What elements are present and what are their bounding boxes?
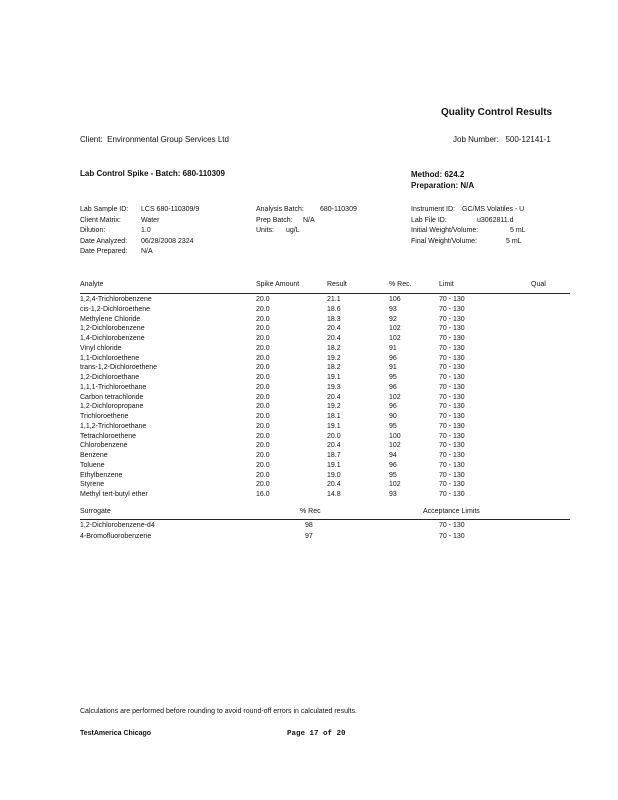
column-header: % Rec <box>300 508 321 515</box>
page-title: Quality Control Results <box>441 107 553 118</box>
detail-label: Final Weight/Volume: <box>411 237 478 245</box>
table-row <box>0 364 618 374</box>
table-row <box>0 345 618 355</box>
result: 19.2 <box>327 403 341 411</box>
job-label: Job Number: <box>453 135 499 144</box>
acceptance-limits: 70 - 130 <box>439 532 465 540</box>
result: 20.4 <box>327 481 341 489</box>
spike-amount: 20.0 <box>256 413 270 420</box>
percent-recovery: 102 <box>389 335 401 342</box>
spike-amount: 20.0 <box>256 305 270 313</box>
percent-recovery: 106 <box>389 296 401 303</box>
column-header: Result <box>327 281 347 288</box>
column-header: Qual <box>531 281 546 288</box>
result: 20.0 <box>327 432 341 440</box>
result: 19.1 <box>327 422 341 430</box>
table-row <box>0 335 618 345</box>
acceptance-limits: 70 - 130 <box>439 522 465 529</box>
spike-amount: 20.0 <box>256 296 270 303</box>
detail-value: 5 mL <box>506 237 522 245</box>
analyte: 1,1,2-Trichloroethane <box>80 422 147 430</box>
limit: 70 - 130 <box>439 413 465 420</box>
analyte: Methylene Chloride <box>80 315 141 323</box>
client-label: Client: <box>80 135 103 144</box>
analyte: 1,1-Dichloroethene <box>80 354 140 362</box>
result: 18.2 <box>327 364 341 372</box>
result: 18.3 <box>327 315 341 323</box>
preparation: Preparation: N/A <box>411 181 475 190</box>
analyte: Vinyl chloride <box>80 344 122 352</box>
surrogate-rule <box>80 519 570 520</box>
job-number <box>453 135 551 144</box>
percent-recovery: 96 <box>389 354 397 362</box>
spike-amount: 20.0 <box>256 442 270 450</box>
spike-amount: 20.0 <box>256 471 270 479</box>
analyte: 1,2-Dichloropropane <box>80 403 144 411</box>
spike-amount: 20.0 <box>256 315 270 323</box>
analyte: 1,2-Dichloroethane <box>80 374 140 381</box>
table-row <box>0 384 618 394</box>
limit: 70 - 130 <box>439 403 465 411</box>
percent-recovery: 93 <box>389 491 397 498</box>
analyte: Tetrachloroethene <box>80 432 137 440</box>
detail-value: 5 mL <box>510 227 526 234</box>
limit: 70 - 130 <box>439 354 465 362</box>
calculation-note: Calculations are performed before rounding to avoid round-off errors in calculated results. <box>80 708 357 715</box>
column-header: Surrogate <box>80 508 111 515</box>
client <box>80 135 229 144</box>
table-row <box>0 423 618 433</box>
detail-value: ug/L <box>286 227 300 234</box>
result: 18.1 <box>327 413 341 420</box>
analyte: 1,1,1-Trichloroethane <box>80 383 147 391</box>
lab-name: TestAmerica Chicago <box>80 730 152 737</box>
percent-recovery: 93 <box>389 305 397 313</box>
percent-recovery: 100 <box>389 432 401 440</box>
percent-recovery: 96 <box>389 403 397 411</box>
client-value: Environmental Group Services Ltd <box>107 135 229 144</box>
spike-amount: 16.0 <box>256 491 270 498</box>
spike-amount: 20.0 <box>256 393 270 401</box>
percent-recovery: 95 <box>389 374 397 381</box>
detail-value: 06/28/2008 2324 <box>141 237 194 245</box>
percent-recovery: 95 <box>389 471 397 479</box>
result: 18.7 <box>327 452 341 459</box>
percent-recovery: 90 <box>389 413 397 420</box>
limit: 70 - 130 <box>439 325 465 333</box>
analyte: Toluene <box>80 461 105 469</box>
table-row <box>0 306 618 316</box>
percent-recovery: 91 <box>389 364 397 372</box>
table-row <box>0 491 618 501</box>
table-row <box>0 355 618 365</box>
analyte: Chlorobenzene <box>80 442 128 450</box>
result: 20.4 <box>327 393 341 401</box>
result: 19.2 <box>327 354 341 362</box>
column-header: Limit <box>439 281 454 288</box>
percent-recovery: 92 <box>389 315 397 323</box>
batch-heading: Lab Control Spike - Batch: 680-110309 <box>80 169 225 178</box>
spike-amount: 20.0 <box>256 432 270 440</box>
analyte: Styrene <box>80 481 105 489</box>
detail-value: u3062811.d <box>477 216 514 224</box>
percent-recovery: 96 <box>389 383 397 391</box>
surrogate-row <box>0 522 618 532</box>
limit: 70 - 130 <box>439 461 465 469</box>
limit: 70 - 130 <box>439 374 465 381</box>
result: 20.4 <box>327 442 341 450</box>
analyte: trans-1,2-Dichloroethene <box>80 364 158 372</box>
result: 20.4 <box>327 325 341 333</box>
limit: 70 - 130 <box>439 471 465 479</box>
table-row <box>0 316 618 326</box>
detail-label: Date Analyzed: <box>80 237 128 245</box>
limit: 70 - 130 <box>439 315 465 323</box>
percent-recovery: 102 <box>389 325 401 333</box>
analyte: Benzene <box>80 452 108 459</box>
analyte: 1,4-Dichlorobenzene <box>80 335 145 342</box>
limit: 70 - 130 <box>439 296 465 303</box>
spike-amount: 20.0 <box>256 354 270 362</box>
table-row <box>0 452 618 462</box>
spike-amount: 20.0 <box>256 344 270 352</box>
page-number: Page 17 of 20 <box>287 730 346 738</box>
percent-recovery: 95 <box>389 422 397 430</box>
detail-label: Initial Weight/Volume: <box>411 227 479 234</box>
limit: 70 - 130 <box>439 442 465 450</box>
limit: 70 - 130 <box>439 305 465 313</box>
limit: 70 - 130 <box>439 422 465 430</box>
detail-label: Date Prepared: <box>80 248 128 255</box>
column-header: Acceptance Limits <box>423 508 480 515</box>
percent-recovery: 98 <box>305 522 313 529</box>
spike-amount: 20.0 <box>256 325 270 333</box>
table-row <box>0 296 618 306</box>
detail-label: Analysis Batch: <box>256 206 304 213</box>
analyte: Carbon tetrachloride <box>80 393 144 401</box>
detail-value: Water <box>141 216 160 224</box>
detail-label: Dilution: <box>80 227 106 234</box>
detail-value: 680-110309 <box>320 206 357 213</box>
percent-recovery: 102 <box>389 442 401 450</box>
result: 19.1 <box>327 374 341 381</box>
analyte: 1,2-Dichlorobenzene <box>80 325 145 333</box>
percent-recovery: 94 <box>389 452 397 459</box>
detail-label: Lab File ID: <box>411 216 447 224</box>
detail-label: Client Matrix: <box>80 216 121 224</box>
method: Method: 624.2 <box>411 170 465 179</box>
detail-label: Instrument ID: <box>411 206 455 213</box>
limit: 70 - 130 <box>439 335 465 342</box>
percent-recovery: 102 <box>389 393 401 401</box>
spike-amount: 20.0 <box>256 383 270 391</box>
table-row <box>0 442 618 452</box>
result: 18.6 <box>327 305 341 313</box>
table-row <box>0 325 618 335</box>
analyte: Methyl tert-butyl ether <box>80 491 148 498</box>
result: 21.1 <box>327 296 341 303</box>
spike-amount: 20.0 <box>256 335 270 342</box>
result: 19.1 <box>327 461 341 469</box>
table-row <box>0 403 618 413</box>
percent-recovery: 97 <box>305 532 313 540</box>
column-header: % Rec. <box>389 281 412 288</box>
table-row <box>0 472 618 482</box>
spike-amount: 20.0 <box>256 481 270 489</box>
table-row <box>0 481 618 491</box>
result: 14.8 <box>327 491 341 498</box>
column-header: Spike Amount <box>256 281 300 288</box>
detail-label: Prep Batch: <box>256 216 293 224</box>
result: 20.4 <box>327 335 341 342</box>
detail-label: Units: <box>256 227 274 234</box>
table-row <box>0 462 618 472</box>
detail-value: GC/MS Volatiles - U <box>462 206 525 213</box>
detail-value: N/A <box>303 216 315 224</box>
surrogate: 4-Bromofluorobenzene <box>80 532 152 540</box>
limit: 70 - 130 <box>439 383 465 391</box>
result: 18.2 <box>327 344 341 352</box>
limit: 70 - 130 <box>439 491 465 498</box>
spike-amount: 20.0 <box>256 422 270 430</box>
limit: 70 - 130 <box>439 452 465 459</box>
spike-amount: 20.0 <box>256 452 270 459</box>
result: 19.0 <box>327 471 341 479</box>
detail-value: 1.0 <box>141 227 151 234</box>
analyte: Ethylbenzene <box>80 471 123 479</box>
spike-amount: 20.0 <box>256 403 270 411</box>
analyte: Trichloroethene <box>80 413 129 420</box>
table-row <box>0 413 618 423</box>
table-row <box>0 374 618 384</box>
header-rule <box>80 293 570 294</box>
job-value: 500-12141-1 <box>505 135 551 144</box>
percent-recovery: 102 <box>389 481 401 489</box>
surrogate: 1,2-Dichlorobenzene-d4 <box>80 522 155 529</box>
analyte: 1,2,4-Trichlorobenzene <box>80 296 152 303</box>
spike-amount: 20.0 <box>256 364 270 372</box>
spike-amount: 20.0 <box>256 461 270 469</box>
limit: 70 - 130 <box>439 364 465 372</box>
percent-recovery: 91 <box>389 344 397 352</box>
column-header: Analyte <box>80 281 104 288</box>
limit: 70 - 130 <box>439 393 465 401</box>
detail-label: Lab Sample ID: <box>80 206 129 213</box>
limit: 70 - 130 <box>439 432 465 440</box>
table-row <box>0 433 618 443</box>
detail-value: N/A <box>141 248 153 255</box>
result: 19.3 <box>327 383 341 391</box>
table-row <box>0 394 618 404</box>
analyte: cis-1,2-Dichloroethene <box>80 305 151 313</box>
surrogate-row <box>0 533 618 543</box>
limit: 70 - 130 <box>439 481 465 489</box>
limit: 70 - 130 <box>439 344 465 352</box>
spike-amount: 20.0 <box>256 374 270 381</box>
percent-recovery: 96 <box>389 461 397 469</box>
detail-value: LCS 680-110309/9 <box>141 206 200 213</box>
